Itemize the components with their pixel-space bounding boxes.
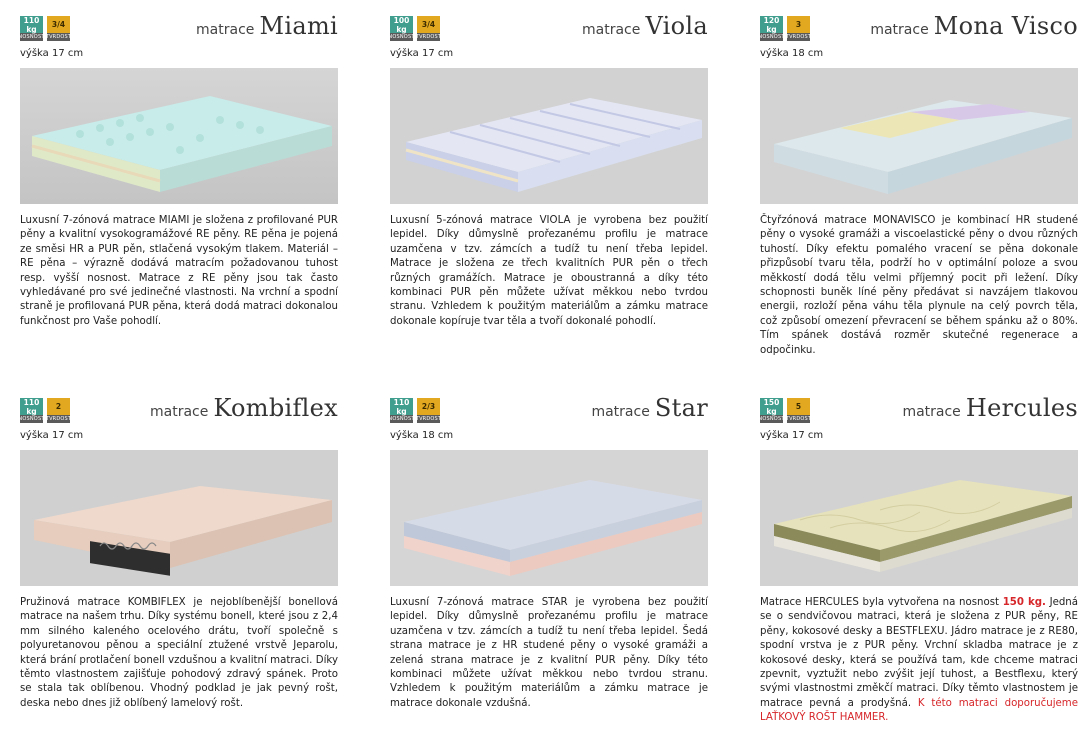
product-height: výška 17 cm xyxy=(20,430,84,441)
product-photo xyxy=(760,68,1078,204)
firmness-badge: 5 TVRDOST xyxy=(787,398,810,423)
product-photo xyxy=(760,450,1078,586)
recommendation-note: K této matraci doporučujeme LAŤKOVÝ ROŠT HAMMER. xyxy=(760,697,1078,724)
product-photo xyxy=(20,68,338,204)
product-height: výška 18 cm xyxy=(760,48,824,59)
badge-group xyxy=(760,16,810,41)
badge-group xyxy=(390,16,440,41)
product-title: matrace Miami xyxy=(196,12,338,40)
load-badge: 110 kg NOSNOST xyxy=(18,397,45,422)
product-height: výška 17 cm xyxy=(760,430,824,441)
firmness-badge: 2 TVRDOST xyxy=(47,398,70,423)
badge-group xyxy=(760,398,810,423)
firmness-badge: 3/4 TVRDOST xyxy=(47,16,70,41)
product-description: Čtyřzónová matrace MONAVISCO je kombinací HR studené pěny o vysoké gramáži a viscoelastické pěny o dvou různých tuhostí. Díky efektu pomalého vracení se pěna dokonale přizpůsobí tvaru těla, podrží ho v optimální poloze a svou měkkostí dodá tělu velmi příjemný pocit při ležení. Díky schopnosti buněk líné pěny předávat si navzájem tlakovou energii, rozloží pěna váhu těla plynule na celý povrch těla, což způsobí omezení převracení se během spánku až o 80%. Tím spánek dostává rozměr skutečné regenerace a odpočinku. xyxy=(760,215,1078,356)
product-description: Luxusní 7-zónová matrace STAR je vyrobena bez použití lepidel. Díky důmyslně prořezanému profilu je matrace uzamčena v tzv. zámcích a tudíž tu není třeba lepidel. Šedá strana matrace je z HR studené pěny o vysoké gramáži a zelená strana matrace je z kvalitní PUR pěny. Díky této kombinaci můžete užívat měkkou nebo tvrdou stranu. Vzhledem k použitým materiálům a zámku matrace je matrace dokonale vzdušná. xyxy=(390,597,708,709)
product-title: matrace Kombiflex xyxy=(150,394,338,422)
firmness-badge: 3/4 TVRDOST xyxy=(417,16,440,41)
product-description: Luxusní 5-zónová matrace VIOLA je vyrobena bez použití lepidel. Díky důmyslně prořezanému profilu je matrace uzamčena v tzv. zámcích a tudíž tu není třeba lepidel. Matrace je složena ze třech kvalitních PUR pěn o třech různých gramážích. Matrace je oboustranná a díky této kombinaci PUR pěn můžete užívat měkkou nebo tvrdou stranu. Vzhledem k použitým materiálům a zámku matrace dokonale kopíruje tvar těla a tvoří dokonalé pohodlí. xyxy=(390,215,708,327)
load-badge: 150 kg NOSNOST xyxy=(758,397,785,422)
product-description: Pružinová matrace KOMBIFLEX je nejoblíbenější bonellová matrace na našem trhu. Díky systému bonell, které jsou z 2,4 mm silného kaleného ocelového drátu, tvoří společně s polyuretanovou pěnou a speciální ztužené vrstvě Jeparolu, která brání protlačení bonell vzdušnou a kvalitní matraci. Díky těmto vlastnostem zajišťuje pohodový zdravý spánek. Proto se stala tak oblíbenou. Vhodný podklad je jak pevný rošt, deska nebo dnes již oblíbený lamelový rošt. xyxy=(20,597,338,709)
badge-group xyxy=(20,16,70,41)
product-description: Matrace HERCULES byla vytvořena na nosnost 150 kg. Jedná se o sendvičovou matraci, která je složena z PUR pěny, RE pěny, kokosové desky a BESTFLEXU. Jádro matrace je z RE80, spodní vrstva je z PUR pěny. Vrchní skladba matrace je z kokosové desky, která se používá tam, kde chceme matraci zpevnit, vyztužit nebo zvýšit její tuhost, a Bestflexu, který svými vlastnostmi změkčí matraci. Díky těmto vlastnostem je matrace pevná a prodyšná. K této matraci doporučujeme LAŤKOVÝ ROŠT HAMMER. xyxy=(760,597,1079,724)
firmness-badge: 2/3 TVRDOST xyxy=(417,398,440,423)
badge-group xyxy=(20,398,70,423)
load-badge: 120 kg NOSNOST xyxy=(758,15,785,40)
product-title: matrace Viola xyxy=(582,12,708,40)
product-title: matrace Mona Visco xyxy=(870,12,1078,40)
badge-group xyxy=(390,398,440,423)
load-badge: 110 kg NOSNOST xyxy=(18,15,45,40)
product-height: výška 18 cm xyxy=(390,430,454,441)
product-photo xyxy=(390,68,708,204)
product-height: výška 17 cm xyxy=(390,48,454,59)
product-title: matrace Hercules xyxy=(902,394,1078,422)
product-height: výška 17 cm xyxy=(20,48,84,59)
product-photo xyxy=(390,450,708,586)
product-title: matrace Star xyxy=(591,394,708,422)
product-description: Luxusní 7-zónová matrace MIAMI je složena z profilované PUR pěny a kvalitní vysokogramážové RE pěny. RE pěna je pojená ze směsi HR a PUR pěn, stlačená vysokým tlakem. Materiál – RE pěna – výrazně dodává matracím požadovanou tuhost resp. vyšší nosnost. Matrace z RE pěny jsou tak často vyhledávané pro své jedinečné vlastnosti. Na vrchní a spodní straně je profilovaná PUR pěna, která dodá matraci dokonalou funkčnost pro Vaše pohodlí. xyxy=(20,215,338,327)
product-photo xyxy=(20,450,338,586)
highlighted-load: 150 kg. xyxy=(1002,597,1046,608)
load-badge: 110 kg NOSNOST xyxy=(388,397,415,422)
load-badge: 100 kg NOSNOST xyxy=(388,15,415,40)
firmness-badge: 3 TVRDOST xyxy=(787,16,810,41)
